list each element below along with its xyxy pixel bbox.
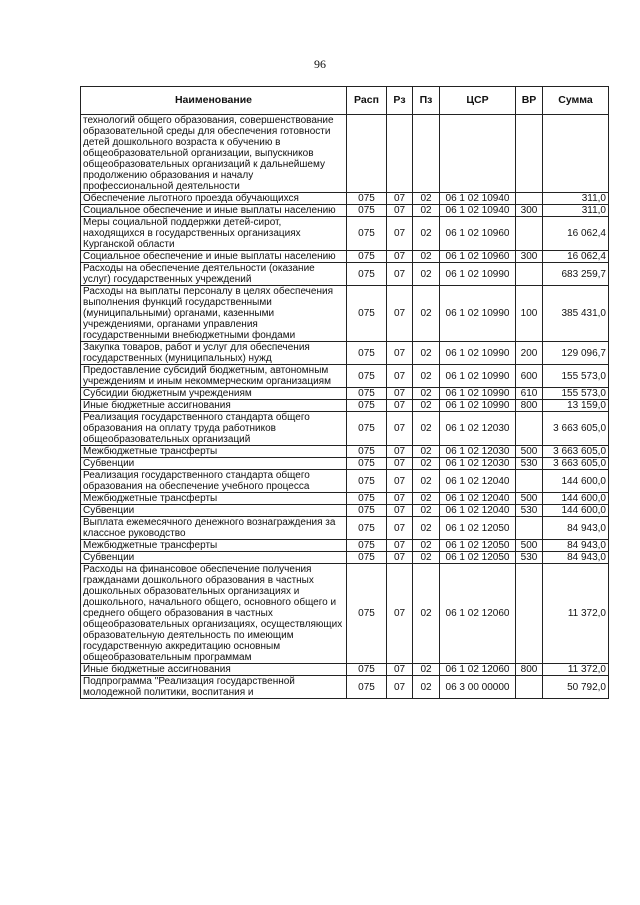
cell-name: Меры социальной поддержки детей-сирот, находящихся в государственных организациях Курганской области xyxy=(81,217,347,251)
cell-rasp: 075 xyxy=(347,505,387,517)
cell-rz: 07 xyxy=(387,458,413,470)
table-row xyxy=(81,517,609,540)
cell-rz: 07 xyxy=(387,505,413,517)
cell-vr xyxy=(516,412,543,446)
table-row xyxy=(81,470,609,493)
cell-pz: 02 xyxy=(413,263,440,286)
budget-table xyxy=(80,86,609,699)
cell-csr: 06 1 02 12030 xyxy=(440,412,516,446)
cell-csr: 06 1 02 12030 xyxy=(440,458,516,470)
cell-rz: 07 xyxy=(387,286,413,342)
cell-rz: 07 xyxy=(387,446,413,458)
cell-rasp: 075 xyxy=(347,388,387,400)
cell-sum: 3 663 605,0 xyxy=(543,458,609,470)
table-row xyxy=(81,505,609,517)
table-row xyxy=(81,365,609,388)
cell-csr: 06 1 02 10940 xyxy=(440,205,516,217)
cell-rz: 07 xyxy=(387,205,413,217)
cell-pz: 02 xyxy=(413,676,440,699)
cell-name: Иные бюджетные ассигнования xyxy=(81,664,347,676)
table-row xyxy=(81,400,609,412)
cell-csr: 06 1 02 12050 xyxy=(440,517,516,540)
cell-rz: 07 xyxy=(387,664,413,676)
cell-rz: 07 xyxy=(387,564,413,664)
cell-rz: 07 xyxy=(387,470,413,493)
cell-vr: 500 xyxy=(516,493,543,505)
column-header-sum: Сумма xyxy=(543,87,609,115)
table-row xyxy=(81,446,609,458)
cell-vr xyxy=(516,115,543,193)
cell-vr xyxy=(516,217,543,251)
cell-rasp: 075 xyxy=(347,400,387,412)
page-number: 96 xyxy=(314,57,326,71)
column-header-rz: Рз xyxy=(387,87,413,115)
cell-pz: 02 xyxy=(413,446,440,458)
table-body xyxy=(81,115,609,699)
cell-sum: 385 431,0 xyxy=(543,286,609,342)
cell-rz: 07 xyxy=(387,193,413,205)
cell-csr: 06 1 02 12060 xyxy=(440,564,516,664)
cell-name: Субвенции xyxy=(81,552,347,564)
table-header xyxy=(81,87,609,115)
cell-vr: 530 xyxy=(516,552,543,564)
cell-pz: 02 xyxy=(413,470,440,493)
cell-sum: 144 600,0 xyxy=(543,505,609,517)
cell-name: Межбюджетные трансферты xyxy=(81,540,347,552)
table-row xyxy=(81,115,609,193)
cell-name: Реализация государственного стандарта общего образования на обеспечение учебного процесса xyxy=(81,470,347,493)
cell-pz: 02 xyxy=(413,552,440,564)
cell-name: Межбюджетные трансферты xyxy=(81,446,347,458)
cell-rz: 07 xyxy=(387,251,413,263)
cell-sum: 3 663 605,0 xyxy=(543,446,609,458)
cell-name: Расходы на выплаты персоналу в целях обеспечения выполнения функций государственными (муниципальными) органами, казенными учреждениями, органами управления государственными внебюджетными фондами xyxy=(81,286,347,342)
column-header-name: Наименование xyxy=(81,87,347,115)
cell-rasp: 075 xyxy=(347,676,387,699)
cell-rasp: 075 xyxy=(347,446,387,458)
cell-csr: 06 1 02 12060 xyxy=(440,664,516,676)
cell-csr: 06 1 02 12040 xyxy=(440,505,516,517)
cell-csr: 06 1 02 10960 xyxy=(440,251,516,263)
cell-rasp: 075 xyxy=(347,193,387,205)
cell-csr: 06 1 02 10990 xyxy=(440,388,516,400)
cell-rz: 07 xyxy=(387,217,413,251)
table-row xyxy=(81,676,609,699)
table-row xyxy=(81,342,609,365)
cell-vr: 530 xyxy=(516,458,543,470)
cell-vr: 610 xyxy=(516,388,543,400)
cell-pz: 02 xyxy=(413,493,440,505)
cell-vr xyxy=(516,517,543,540)
cell-pz xyxy=(413,115,440,193)
cell-csr: 06 1 02 12040 xyxy=(440,470,516,493)
cell-pz: 02 xyxy=(413,540,440,552)
table-row xyxy=(81,263,609,286)
column-header-pz: Пз xyxy=(413,87,440,115)
cell-name: Расходы на финансовое обеспечение получения гражданами дошкольного образования в частных дошкольных образовательных организациях и дошкольного, начального общего, основного общего и среднего общего образования в частных общеобразовательных организациях, осуществляющих образовательную деятельность по имеющим государственную аккредитацию основным общеобразовательным программам xyxy=(81,564,347,664)
cell-name: Обеспечение льготного проезда обучающихся xyxy=(81,193,347,205)
cell-vr: 100 xyxy=(516,286,543,342)
cell-csr: 06 1 02 10990 xyxy=(440,400,516,412)
table-row xyxy=(81,540,609,552)
cell-sum: 144 600,0 xyxy=(543,470,609,493)
cell-sum: 683 259,7 xyxy=(543,263,609,286)
cell-vr: 800 xyxy=(516,400,543,412)
cell-vr: 200 xyxy=(516,342,543,365)
column-header-rasp: Расп xyxy=(347,87,387,115)
cell-pz: 02 xyxy=(413,286,440,342)
cell-vr: 500 xyxy=(516,446,543,458)
cell-rasp: 075 xyxy=(347,493,387,505)
cell-csr xyxy=(440,115,516,193)
cell-csr: 06 1 02 12050 xyxy=(440,540,516,552)
cell-name: Социальное обеспечение и иные выплаты населению xyxy=(81,251,347,263)
cell-name: Субвенции xyxy=(81,458,347,470)
cell-rasp: 075 xyxy=(347,205,387,217)
cell-rasp: 075 xyxy=(347,342,387,365)
cell-sum: 16 062,4 xyxy=(543,217,609,251)
cell-sum: 11 372,0 xyxy=(543,564,609,664)
cell-sum xyxy=(543,115,609,193)
cell-csr: 06 1 02 12050 xyxy=(440,552,516,564)
table-row xyxy=(81,493,609,505)
cell-rz: 07 xyxy=(387,263,413,286)
cell-vr xyxy=(516,193,543,205)
cell-vr: 530 xyxy=(516,505,543,517)
cell-name: Расходы на обеспечение деятельности (оказание услуг) государственных учреждений xyxy=(81,263,347,286)
cell-sum: 155 573,0 xyxy=(543,388,609,400)
cell-rasp: 075 xyxy=(347,458,387,470)
column-header-vr: ВР xyxy=(516,87,543,115)
cell-pz: 02 xyxy=(413,412,440,446)
cell-csr: 06 1 02 10990 xyxy=(440,365,516,388)
cell-name: Иные бюджетные ассигнования xyxy=(81,400,347,412)
cell-rz: 07 xyxy=(387,493,413,505)
cell-pz: 02 xyxy=(413,388,440,400)
cell-rz: 07 xyxy=(387,365,413,388)
cell-rasp: 075 xyxy=(347,517,387,540)
cell-sum: 155 573,0 xyxy=(543,365,609,388)
cell-rz xyxy=(387,115,413,193)
cell-sum: 84 943,0 xyxy=(543,540,609,552)
cell-csr: 06 3 00 00000 xyxy=(440,676,516,699)
cell-rasp: 075 xyxy=(347,470,387,493)
cell-pz: 02 xyxy=(413,517,440,540)
cell-pz: 02 xyxy=(413,342,440,365)
cell-sum: 11 372,0 xyxy=(543,664,609,676)
cell-sum: 3 663 605,0 xyxy=(543,412,609,446)
cell-rasp: 075 xyxy=(347,251,387,263)
cell-pz: 02 xyxy=(413,400,440,412)
cell-csr: 06 1 02 10940 xyxy=(440,193,516,205)
table-row xyxy=(81,251,609,263)
cell-vr: 600 xyxy=(516,365,543,388)
cell-vr: 500 xyxy=(516,540,543,552)
cell-pz: 02 xyxy=(413,217,440,251)
cell-rasp: 075 xyxy=(347,564,387,664)
cell-name: технологий общего образования, совершенствование образовательной среды для обеспечения готовности детей дошкольного возраста к обучению в общеобразовательной организации, выпускников общеобразовательных организаций к дальнейшему продолжению образования и началу профессиональной деятельности xyxy=(81,115,347,193)
table-row xyxy=(81,286,609,342)
cell-pz: 02 xyxy=(413,458,440,470)
cell-pz: 02 xyxy=(413,505,440,517)
cell-rz: 07 xyxy=(387,676,413,699)
cell-name: Субвенции xyxy=(81,505,347,517)
cell-name: Межбюджетные трансферты xyxy=(81,493,347,505)
cell-rasp: 075 xyxy=(347,365,387,388)
cell-csr: 06 1 02 12040 xyxy=(440,493,516,505)
cell-vr xyxy=(516,564,543,664)
cell-rasp: 075 xyxy=(347,664,387,676)
cell-vr: 800 xyxy=(516,664,543,676)
cell-rasp: 075 xyxy=(347,552,387,564)
cell-rz: 07 xyxy=(387,400,413,412)
cell-rz: 07 xyxy=(387,342,413,365)
cell-sum: 144 600,0 xyxy=(543,493,609,505)
cell-pz: 02 xyxy=(413,251,440,263)
cell-name: Социальное обеспечение и иные выплаты населению xyxy=(81,205,347,217)
table-row xyxy=(81,664,609,676)
cell-vr: 300 xyxy=(516,205,543,217)
table-row xyxy=(81,217,609,251)
cell-sum: 311,0 xyxy=(543,205,609,217)
table-row xyxy=(81,412,609,446)
cell-name: Реализация государственного стандарта общего образования на оплату труда работников общеобразовательных организаций xyxy=(81,412,347,446)
cell-sum: 50 792,0 xyxy=(543,676,609,699)
cell-pz: 02 xyxy=(413,564,440,664)
cell-vr xyxy=(516,676,543,699)
cell-csr: 06 1 02 10990 xyxy=(440,286,516,342)
table-row xyxy=(81,205,609,217)
cell-sum: 84 943,0 xyxy=(543,552,609,564)
cell-rasp: 075 xyxy=(347,412,387,446)
cell-csr: 06 1 02 10960 xyxy=(440,217,516,251)
cell-csr: 06 1 02 10990 xyxy=(440,342,516,365)
cell-rz: 07 xyxy=(387,517,413,540)
cell-vr xyxy=(516,470,543,493)
cell-rz: 07 xyxy=(387,552,413,564)
table-row xyxy=(81,564,609,664)
cell-csr: 06 1 02 10990 xyxy=(440,263,516,286)
cell-rasp: 075 xyxy=(347,263,387,286)
table-row xyxy=(81,552,609,564)
cell-name: Субсидии бюджетным учреждениям xyxy=(81,388,347,400)
cell-name: Предоставление субсидий бюджетным, автономным учреждениям и иным некоммерческим организациям xyxy=(81,365,347,388)
cell-sum: 129 096,7 xyxy=(543,342,609,365)
table-row xyxy=(81,458,609,470)
cell-rz: 07 xyxy=(387,412,413,446)
cell-rz: 07 xyxy=(387,388,413,400)
cell-pz: 02 xyxy=(413,365,440,388)
cell-rz: 07 xyxy=(387,540,413,552)
cell-sum: 311,0 xyxy=(543,193,609,205)
cell-name: Выплата ежемесячного денежного вознаграждения за классное руководство xyxy=(81,517,347,540)
cell-name: Подпрограмма "Реализация государственной молодежной политики, воспитания и xyxy=(81,676,347,699)
cell-pz: 02 xyxy=(413,193,440,205)
cell-sum: 84 943,0 xyxy=(543,517,609,540)
cell-rasp: 075 xyxy=(347,217,387,251)
cell-vr: 300 xyxy=(516,251,543,263)
cell-pz: 02 xyxy=(413,205,440,217)
table-row xyxy=(81,388,609,400)
cell-name: Закупка товаров, работ и услуг для обеспечения государственных (муниципальных) нужд xyxy=(81,342,347,365)
cell-pz: 02 xyxy=(413,664,440,676)
cell-rasp: 075 xyxy=(347,540,387,552)
table-row xyxy=(81,193,609,205)
cell-vr xyxy=(516,263,543,286)
cell-rasp: 075 xyxy=(347,286,387,342)
cell-csr: 06 1 02 12030 xyxy=(440,446,516,458)
cell-sum: 16 062,4 xyxy=(543,251,609,263)
cell-rasp xyxy=(347,115,387,193)
column-header-csr: ЦСР xyxy=(440,87,516,115)
cell-sum: 13 159,0 xyxy=(543,400,609,412)
